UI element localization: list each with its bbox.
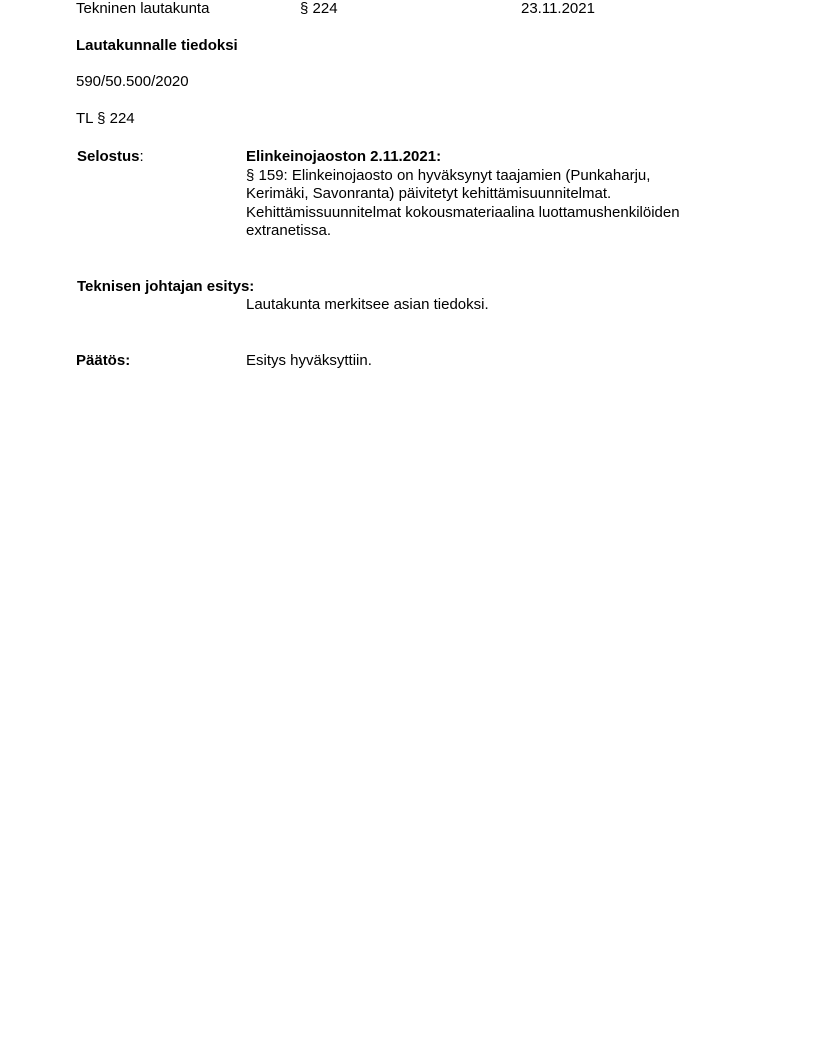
esitys-label: Teknisen johtajan esitys:: [77, 278, 255, 295]
selostus-label-colon: :: [139, 148, 144, 165]
paatos-label: Päätös:: [76, 352, 131, 369]
header-board: Tekninen lautakunta: [76, 0, 210, 17]
selostus-line: Kehittämissuunnitelmat kokousmateriaalina luottamushenkilöiden: [246, 203, 680, 221]
selostus-line: extranetissa.: [246, 222, 332, 239]
selostus-line: Kerimäki, Savonranta) päivitetyt kehittämisuunnitelmat.: [246, 185, 612, 202]
selostus-line: § 159: Elinkeinojaosto on hyväksynyt taajamien (Punkaharju,: [246, 166, 651, 184]
selostus-label-wrap: [77, 148, 144, 166]
selostus-heading: Elinkeinojaoston 2.11.2021:: [246, 148, 442, 165]
document-title: Lautakunnalle tiedoksi: [76, 37, 238, 54]
record-number: 590/50.500/2020: [76, 73, 189, 90]
header-date: 23.11.2021: [521, 0, 595, 17]
selostus-label: Selostus: [77, 148, 140, 165]
header-section: § 224: [300, 0, 338, 17]
selostus-body: [246, 148, 680, 241]
section-reference: TL § 224: [76, 110, 135, 127]
paatos-text: Esitys hyväksyttiin.: [246, 352, 372, 369]
esitys-text: Lautakunta merkitsee asian tiedoksi.: [246, 296, 489, 313]
